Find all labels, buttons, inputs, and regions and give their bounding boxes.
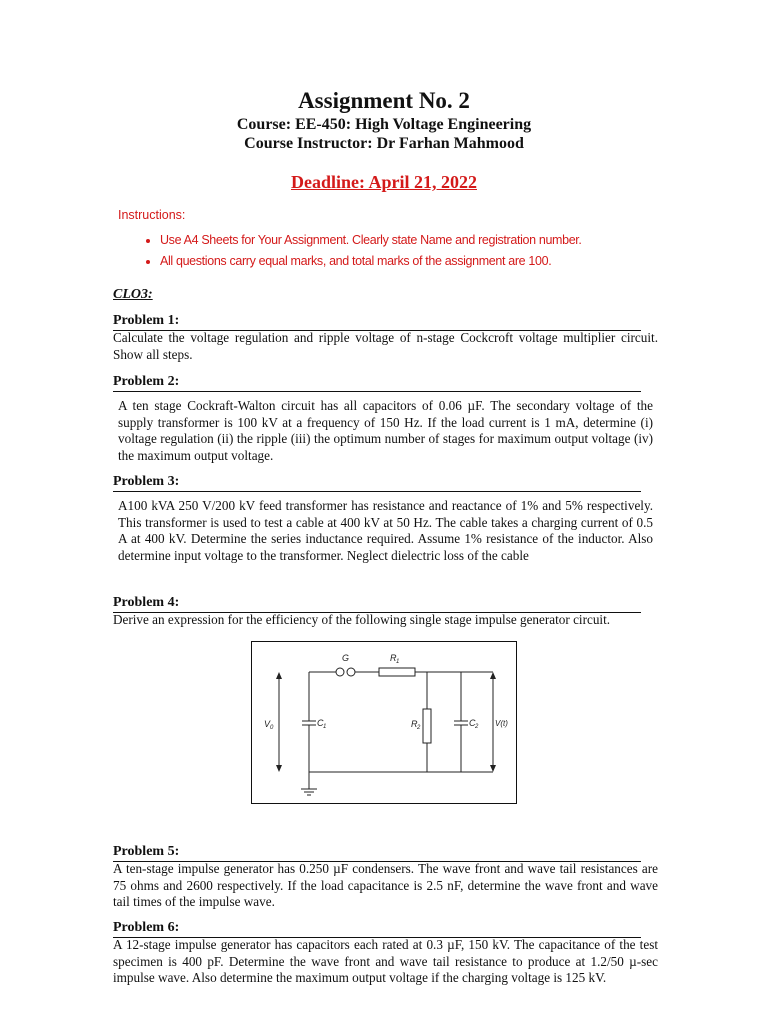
deadline [0,172,768,193]
instructions-label: Instructions: [118,208,186,222]
problem-2-text: A ten stage Cockraft-Walton circuit has all capacitors of 0.06 µF. The secondary voltage of the supply transformer is 100 kV at a frequency of 150 Hz. If the load current is 1 mA, determine (i) voltage regulation (ii) the ripple (iii) the optimum number of stages for maximum output voltage (iv) the maximum output voltage. [118,398,653,463]
impulse-generator-circuit [251,641,517,804]
r2-label: R [411,719,418,729]
problem-5-title: Problem 5: [113,844,641,862]
r1-label: R [390,653,397,663]
problem-6-text: A 12-stage impulse generator has capacitors each rated at 0.3 µF, 150 kV. The capacitance of the test specimen is 400 pF. Determine the wave front and wave tail resistance to produce at 1.2/50 µ-sec impulse wave. Also determine the maximum output voltage if the charging voltage is 125 kV. [113,937,658,985]
deadline-text: Deadline: April 21, 2022 [290,172,477,192]
problem-6-title: Problem 6: [113,920,641,938]
c1-label: C [317,718,324,728]
problem-5-text: A ten-stage impulse generator has 0.250 µF condensers. The wave front and wave tail resistances are 75 ohms and 2600 respectively. If the load capacitance is 2.5 nF, determine the wave front and wave tail times of the impulse wave. [113,861,658,909]
problem-3-title: Problem 3: [113,474,641,492]
instructions-list [118,233,720,275]
gap-label: G [342,653,350,663]
instruction-item: • All questions carry equal marks, and total marks of the assignment are 100. [160,254,720,269]
v0-label: V [264,719,271,729]
r1-subscript: 1 [396,659,400,665]
problem-4-text: Derive an expression for the efficiency of the following single stage impulse generator circuit. [113,612,611,627]
c2-subscript: 2 [475,724,479,730]
course-line: Course: EE-450: High Voltage Engineering [236,116,532,133]
problem-2-title: Problem 2: [113,374,641,392]
problem-1-text: Calculate the voltage regulation and ripple voltage of n-stage Cockcroft voltage multiplier circuit. Show all steps. [113,330,658,362]
problem-1-title: Problem 1: [113,313,641,331]
instructor-line: Course Instructor: Dr Farhan Mahmood [244,135,524,152]
page-title: Assignment No. 2 [298,88,470,113]
instruction-item: • Use A4 Sheets for Your Assignment. Clearly state Name and registration number. [160,233,720,248]
problem-4-title: Problem 4: [113,595,641,613]
clo-label: CLO3: [113,287,153,302]
v0-subscript: 0 [270,725,274,731]
r2-subscript: 2 [417,725,421,731]
vt-label: V(t) [495,719,508,728]
c2-label: C [469,718,476,728]
c1-subscript: 1 [323,724,327,730]
problem-3-text: A100 kVA 250 V/200 kV feed transformer has resistance and reactance of 1% and 5% respectively. This transformer is used to test a cable at 400 kV at 50 Hz. The cable takes a charging current of 0.5 A at 400 kV. Determine the series inductance required. Assume 1% resistance of the inductor. Also determine input voltage to the transformer. Neglect dielectric loss of the cable [118,498,653,563]
